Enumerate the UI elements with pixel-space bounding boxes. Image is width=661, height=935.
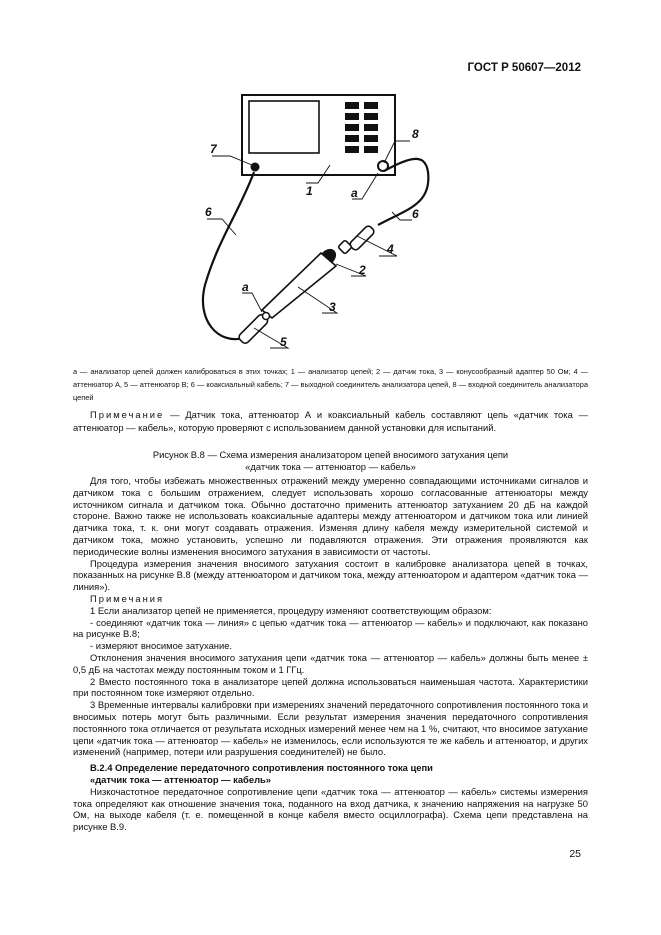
label-5: 5	[280, 335, 287, 349]
cone-adapter	[262, 253, 336, 318]
figure-title-line1: Рисунок В.8 — Схема измерения анализатором цепей вносимого затухания цепи	[152, 449, 509, 460]
label-3: 3	[329, 300, 336, 314]
note-item: Отклонения значения вносимого затухания цепи «датчик тока — аттенюатор — кабель» должны быть менее ± 0,5 дБ на частотах между постоянным током и 1 ГГц.	[73, 651, 588, 675]
label-a-top: а	[351, 186, 358, 200]
label-6-right: 6	[412, 207, 419, 221]
note-item: 3 Временные интервалы калибровки при измерениях значений передаточного сопротивления постоянного тока и вносимых потерь могут быть различными. Если результат измерения значения передаточного сопротивления постоянного тока отличается от результата исходных измерений менее чем на 1 %, считают, что вносимое затухание цепи «датчик тока — аттенюатор — кабель» не изменилось, если используются те же кабель и аттенюатор, и других изменений (например, потери или разрушения соединителей) не было.	[73, 699, 588, 758]
connector-a	[338, 240, 352, 254]
figure-caption: а — анализатор цепей должен калиброваться в этих точках; 1 — анализатор цепей; 2 — датчик тока, 3 — конусообразный адаптер 50 Ом; 4 — аттенюатор А, 5 — аттенюатор В; 6 — коаксиальный кабель; 7 — выходной соединитель анализатора цепей, 8 — входной соединитель анализатора цепей	[73, 367, 588, 402]
analyzer-screen	[249, 101, 319, 153]
note-item: - соединяют «датчик тока — линия» с цепью «датчик тока — аттенюатор — кабель» и подключают, как показано на рисунке В.8;	[73, 616, 588, 640]
note-text: — Датчик тока, аттенюатор А и коаксиальный кабель составляют цепь «датчик тока — аттенюатор — кабель», которую проверяют с использованием данной установки для испытаний.	[73, 409, 588, 433]
note-label: Примечание	[90, 409, 165, 420]
calibration-point-a	[263, 313, 270, 320]
label-6-left: 6	[205, 205, 212, 219]
label-1: 1	[306, 184, 313, 198]
figure-note	[73, 408, 588, 434]
coax-cable-left	[203, 172, 254, 339]
figure-title-line2: «датчик тока — аттенюатор — кабель»	[245, 461, 416, 472]
notes-title: Примечания	[90, 592, 165, 604]
figure-b8-diagram	[0, 0, 661, 370]
note-item: 2 Вместо постоянного тока в анализаторе цепей должна использоваться наименьшая частота. Характеристики при постоянном токе измеряют отдельно.	[73, 675, 588, 699]
label-7: 7	[210, 142, 217, 156]
note-item: - измеряют вносимое затухание.	[90, 640, 233, 652]
standard-header: ГОСТ Р 50607—2012	[467, 62, 581, 74]
figure-title	[73, 449, 588, 473]
paragraph: Низкочастотное передаточное сопротивление цепи «датчик тока — аттенюатор — кабель» системы измерения тока определяют как отношение значения тока, поданного на вход датчика, к значению напряжения на нагрузке 50 Ом, на выходе кабеля (т. е. помещенной в конце кабеля вместо осциллографа). Схема цепи представлена на рисунке В.9.	[73, 785, 588, 833]
label-4: 4	[387, 242, 394, 256]
section-title-2: «датчик тока — аттенюатор — кабель»	[90, 773, 271, 785]
section-title-1: В.2.4 Определение передаточного сопротивления постоянного тока цепи	[90, 762, 433, 774]
output-connector	[251, 163, 260, 172]
note-item: 1 Если анализатор цепей не применяется, процедуру изменяют соответствующим образом:	[90, 604, 492, 616]
label-2: 2	[359, 263, 366, 277]
page-number: 25	[569, 848, 581, 860]
paragraph: Процедура измерения значения вносимого затухания состоит в калибровке анализатора цепей в точках, показанных на рисунке В.8 (между аттенюатором и датчиком тока, между аттенюатором и адаптером «датчик тока — линия»).	[73, 557, 588, 593]
paragraph: Для того, чтобы избежать множественных отражений между умеренно совпадающими источниками сигналов и датчиком тока с большим отражением, следует использовать хорошо согласованные аттенюаторы между источником сигнала и датчиком тока. Обычно достаточно применить аттенюатор затуханием 20 дБ на каждой стороне. Важно также не использовать коаксиальные адаптеры между аттенюатором и датчиком тока или линией датчика тока, т. к. они могут создавать отражения. Изменяя длину кабеля между измерительной системой и датчиком тока, можно установить, успешно ли подавляются отражения. Эти отражения проявляются как периодические волны изменения вносимого затухания в зависимости от частоты.	[73, 475, 588, 557]
label-a-bottom: а	[242, 280, 249, 294]
label-8: 8	[412, 127, 419, 141]
body-text	[73, 475, 588, 833]
